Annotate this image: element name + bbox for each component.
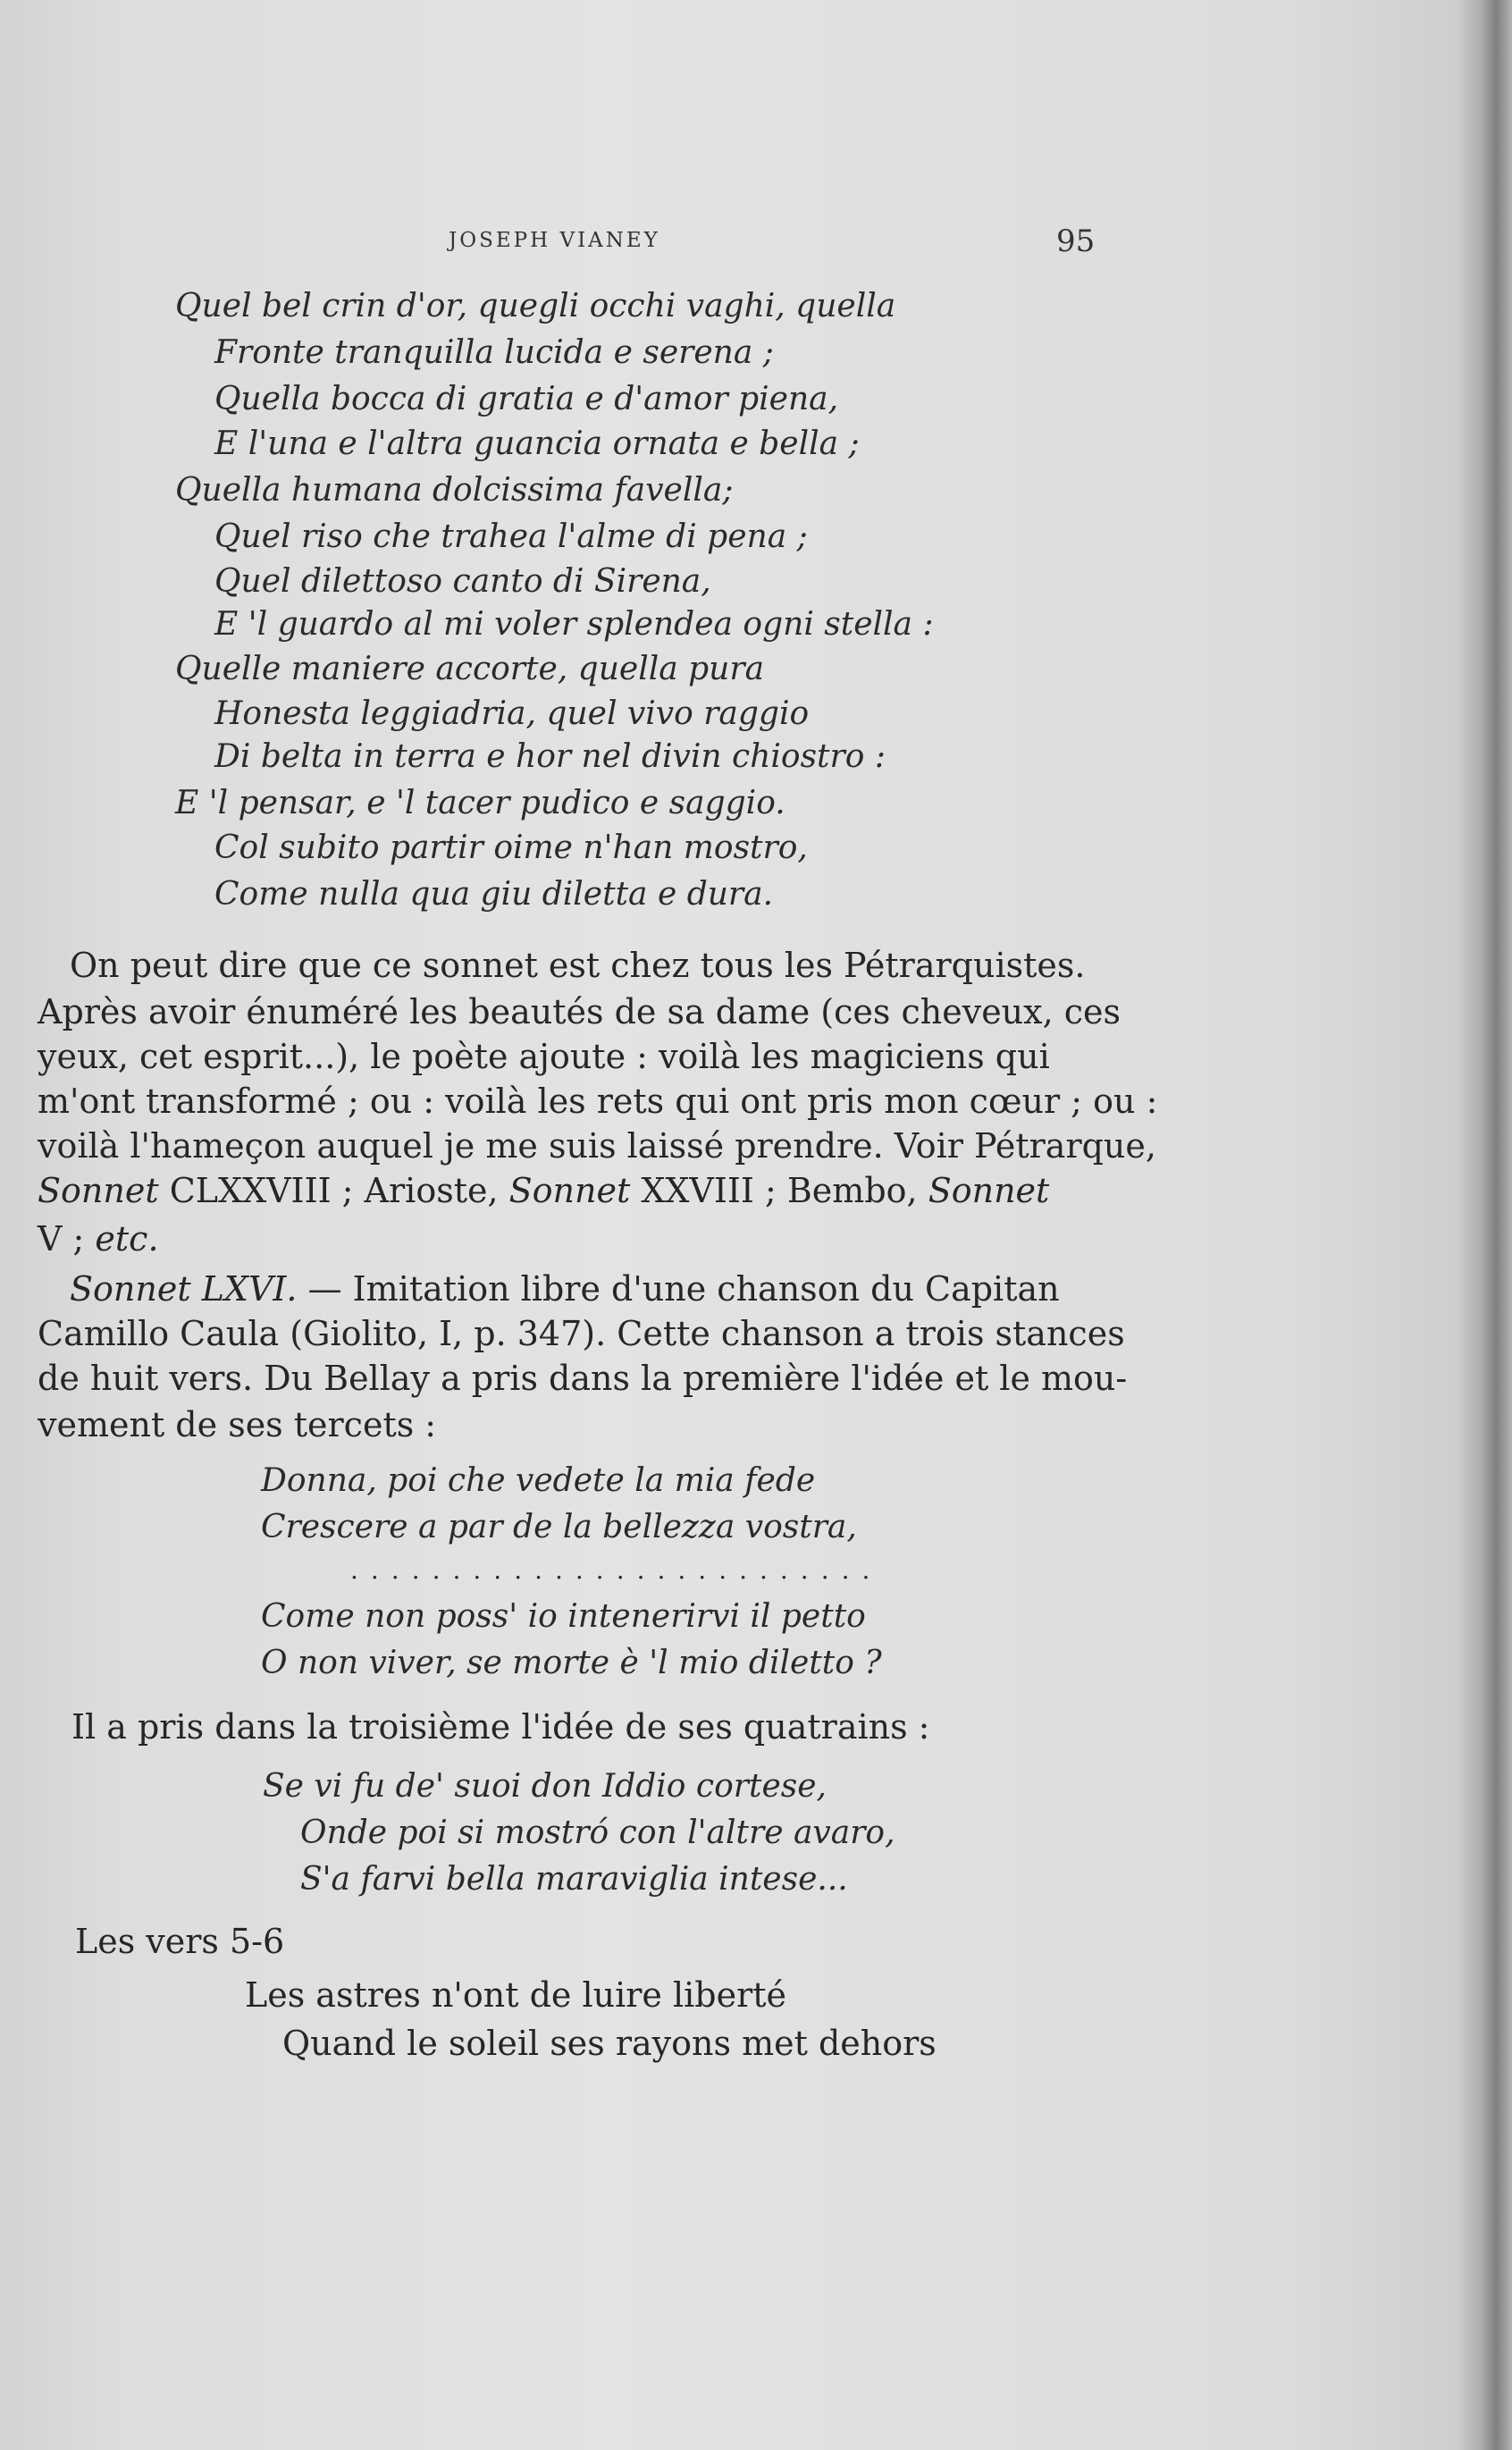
poem-line: E 'l guardo al mi voler splendea ogni stella : [214,606,934,643]
poem-line: Quel riso che trahea l'alme di pena ; [214,518,808,555]
running-head: JOSEPH VIANEY [449,229,660,252]
text-line [38,1171,1049,1210]
poem-line: Les astres n'ont de luire liberté [245,1975,787,2015]
text-segment: — Imitation libre d'une chanson du Capitan [297,1269,1060,1309]
text-segment: CLXXVIII ; Arioste, [158,1171,509,1210]
poem-line: Donna, poi che vedete la mia fede [261,1462,816,1499]
text-line: Camillo Caula (Giolito, I, p. 347). Cette chanson a trois stances [38,1314,1125,1353]
poem-line: S'a farvi bella maraviglia intese... [300,1861,848,1898]
poem-line: Come non poss' io intenerirvi il petto [261,1598,866,1635]
text-line: de huit vers. Du Bellay a pris dans la première l'idée et le mou- [38,1359,1128,1398]
text-line: Il a pris dans la troisième l'idée de ses quatrains : [71,1707,930,1747]
poem-line: Quella bocca di gratia e d'amor piena, [214,381,839,417]
poem-line: Quand le soleil ses rayons met dehors [282,2024,937,2063]
text-line [70,1269,1060,1309]
text-segment: XXVIII ; Bembo, [630,1171,928,1210]
poem-line: E 'l pensar, e 'l tacer pudico e saggio. [175,785,785,821]
text-line: yeux, cet esprit...), le poète ajoute : voilà les magiciens qui [38,1037,1050,1076]
etc-text: etc. [95,1219,159,1259]
poem-line: Onde poi si mostró con l'altre avaro, [300,1814,895,1851]
poem-ellipsis: .......................... [350,1555,883,1585]
poem-line: Fronte tranquilla lucida e serena ; [214,334,774,371]
sonnet-title: Sonnet LXVI. [70,1269,298,1309]
poem-line: Honesta leggiadria, quel vivo raggio [214,695,810,732]
text-line: m'ont transformé ; ou : voilà les rets qui ont pris mon cœur ; ou : [38,1082,1158,1121]
poem-line: Quel dilettoso canto di Sirena, [214,563,711,600]
poem-line: E l'una e l'altra guancia ornata e bella ; [214,425,860,462]
text-segment: V ; [38,1219,96,1259]
poem-line: Come nulla qua giu diletta e dura. [214,876,774,913]
poem-line: Quel bel crin d'or, quegli occhi vaghi, quella [175,288,896,324]
sonnet-ref: Sonnet [508,1171,631,1210]
poem-line: Crescere a par de la bellezza vostra, [261,1509,857,1545]
text-line: voilà l'hameçon auquel je me suis laissé prendre. Voir Pétrarque, [38,1126,1156,1166]
poem-line: Col subito partir oime n'han mostro, [214,829,808,866]
text-line: On peut dire que ce sonnet est chez tous les Pétrarquistes. [70,946,1086,985]
sonnet-ref: Sonnet [38,1171,159,1210]
text-line: vement de ses tercets : [38,1405,437,1444]
text-line: Les vers 5-6 [75,1922,285,1961]
text-line [38,1219,159,1259]
sonnet-ref: Sonnet [928,1171,1050,1210]
poem-line: Quelle maniere accorte, quella pura [175,651,765,687]
page-number: 95 [1056,223,1096,259]
poem-line: O non viver, se morte è 'l mio diletto ? [261,1645,882,1681]
text-line: Après avoir énuméré les beautés de sa dame (ces cheveux, ces [38,992,1121,1031]
page-edge-shadow [1458,0,1512,2450]
poem-line: Di belta in terra e hor nel divin chiostro : [214,738,886,775]
poem-line: Se vi fu de' suoi don Iddio cortese, [263,1768,827,1805]
page-header [0,223,1512,259]
poem-line: Quella humana dolcissima favella; [175,472,734,509]
